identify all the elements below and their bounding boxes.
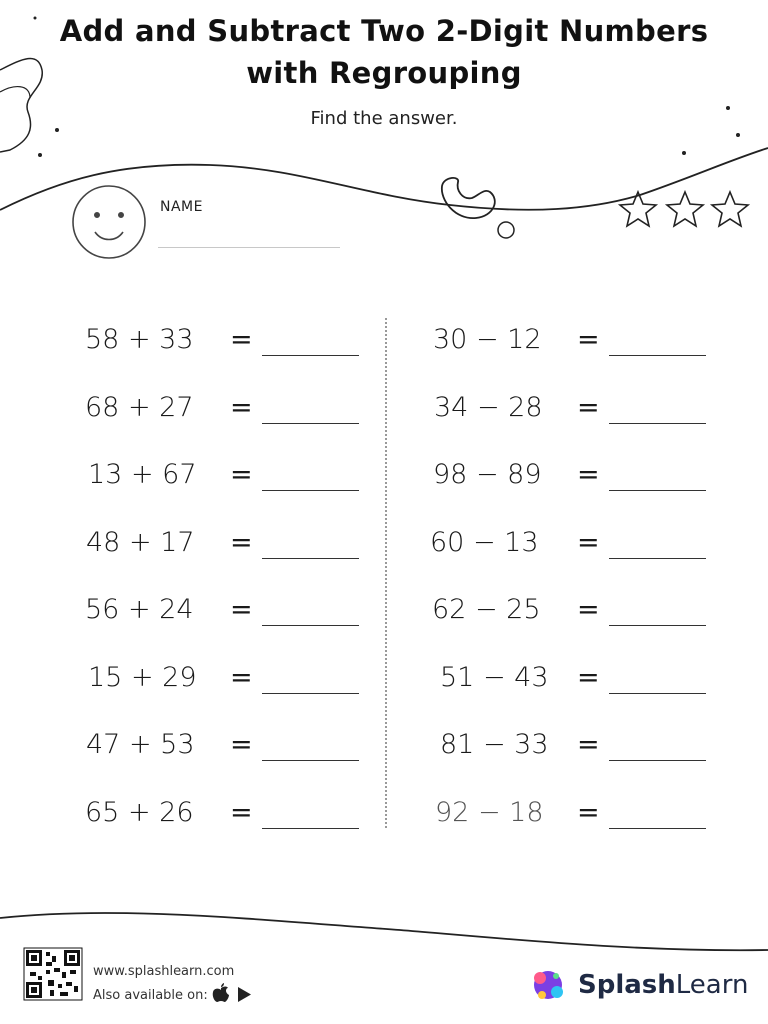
problem-expression: 68 + 27	[85, 391, 194, 423]
problem-row	[0, 656, 330, 724]
equals-sign: =	[230, 391, 253, 423]
answer-blank[interactable]	[262, 490, 359, 491]
problem-row	[400, 521, 730, 589]
problem-row	[400, 791, 730, 859]
name-field[interactable]	[158, 247, 340, 248]
problem-expression: 92 − 18	[435, 796, 544, 828]
answer-blank[interactable]	[609, 355, 706, 356]
star-icon	[620, 192, 748, 226]
problem-expression: 56 + 24	[85, 594, 194, 625]
answer-blank[interactable]	[609, 490, 706, 491]
page-title: Add and Subtract Two 2-Digit Numbers	[59, 14, 709, 48]
equals-sign: =	[577, 594, 600, 625]
brand-name-bold: Splash	[578, 970, 676, 1000]
problem-expression: 15 + 29	[88, 661, 197, 693]
answer-blank[interactable]	[262, 558, 359, 559]
answer-blank[interactable]	[262, 625, 359, 626]
answer-blank[interactable]	[262, 760, 359, 761]
splashlearn-logo-icon	[534, 971, 563, 999]
problem-expression: 47 + 53	[86, 729, 195, 760]
equals-sign: =	[230, 729, 253, 760]
problem-row	[0, 521, 330, 589]
problem-row	[400, 588, 730, 656]
smiley-icon	[73, 186, 145, 258]
answer-blank[interactable]	[262, 423, 359, 424]
equals-sign: =	[230, 324, 253, 355]
problem-row	[400, 453, 730, 521]
equals-sign: =	[577, 391, 600, 423]
equals-sign: =	[577, 729, 600, 760]
answer-blank[interactable]	[609, 558, 706, 559]
name-label: NAME	[160, 199, 203, 215]
equals-sign: =	[230, 661, 253, 693]
equals-sign: =	[577, 796, 600, 828]
equals-sign: =	[230, 796, 253, 828]
apple-icon	[213, 983, 229, 1002]
website-link[interactable]: www.splashlearn.com	[93, 964, 235, 979]
equals-sign: =	[230, 526, 253, 558]
column-divider	[385, 318, 387, 828]
addition-column	[0, 318, 330, 858]
equals-sign: =	[577, 459, 600, 490]
problem-row	[400, 318, 730, 386]
problem-row	[0, 723, 330, 791]
problem-expression: 62 − 25	[432, 594, 541, 625]
problem-row	[400, 656, 730, 724]
play-store-icon	[238, 987, 251, 1002]
equals-sign: =	[577, 661, 600, 693]
subtraction-column	[400, 318, 730, 858]
problem-row	[0, 318, 330, 386]
problem-row	[0, 453, 330, 521]
equals-sign: =	[230, 594, 253, 625]
problem-expression: 65 + 26	[85, 796, 194, 828]
page-title-line2: with Regrouping	[246, 56, 522, 90]
problem-expression: 81 − 33	[440, 729, 549, 760]
problem-expression: 60 − 13	[430, 526, 539, 558]
answer-blank[interactable]	[609, 760, 706, 761]
problem-expression: 58 + 33	[85, 324, 194, 355]
answer-blank[interactable]	[262, 355, 359, 356]
available-on-label: Also available on:	[93, 988, 208, 1003]
problem-row	[0, 386, 330, 454]
problem-expression: 98 − 89	[433, 459, 542, 490]
problem-row	[400, 386, 730, 454]
problem-row	[0, 791, 330, 859]
qr-code-icon	[24, 948, 82, 1000]
problem-expression: 48 + 17	[86, 526, 195, 558]
answer-blank[interactable]	[262, 693, 359, 694]
brand-name-light: Learn	[675, 970, 749, 1000]
problem-row	[400, 723, 730, 791]
answer-blank[interactable]	[609, 423, 706, 424]
equals-sign: =	[577, 324, 600, 355]
answer-blank[interactable]	[609, 828, 706, 829]
problem-expression: 13 + 67	[88, 459, 197, 490]
equals-sign: =	[230, 459, 253, 490]
problem-expression: 30 − 12	[433, 324, 542, 355]
problem-row	[0, 588, 330, 656]
answer-blank[interactable]	[609, 625, 706, 626]
instruction-text: Find the answer.	[310, 108, 458, 129]
answer-blank[interactable]	[609, 693, 706, 694]
problem-expression: 34 − 28	[434, 391, 543, 423]
answer-blank[interactable]	[262, 828, 359, 829]
problem-expression: 51 − 43	[440, 661, 549, 693]
equals-sign: =	[577, 526, 600, 558]
brand-name	[578, 970, 748, 1000]
